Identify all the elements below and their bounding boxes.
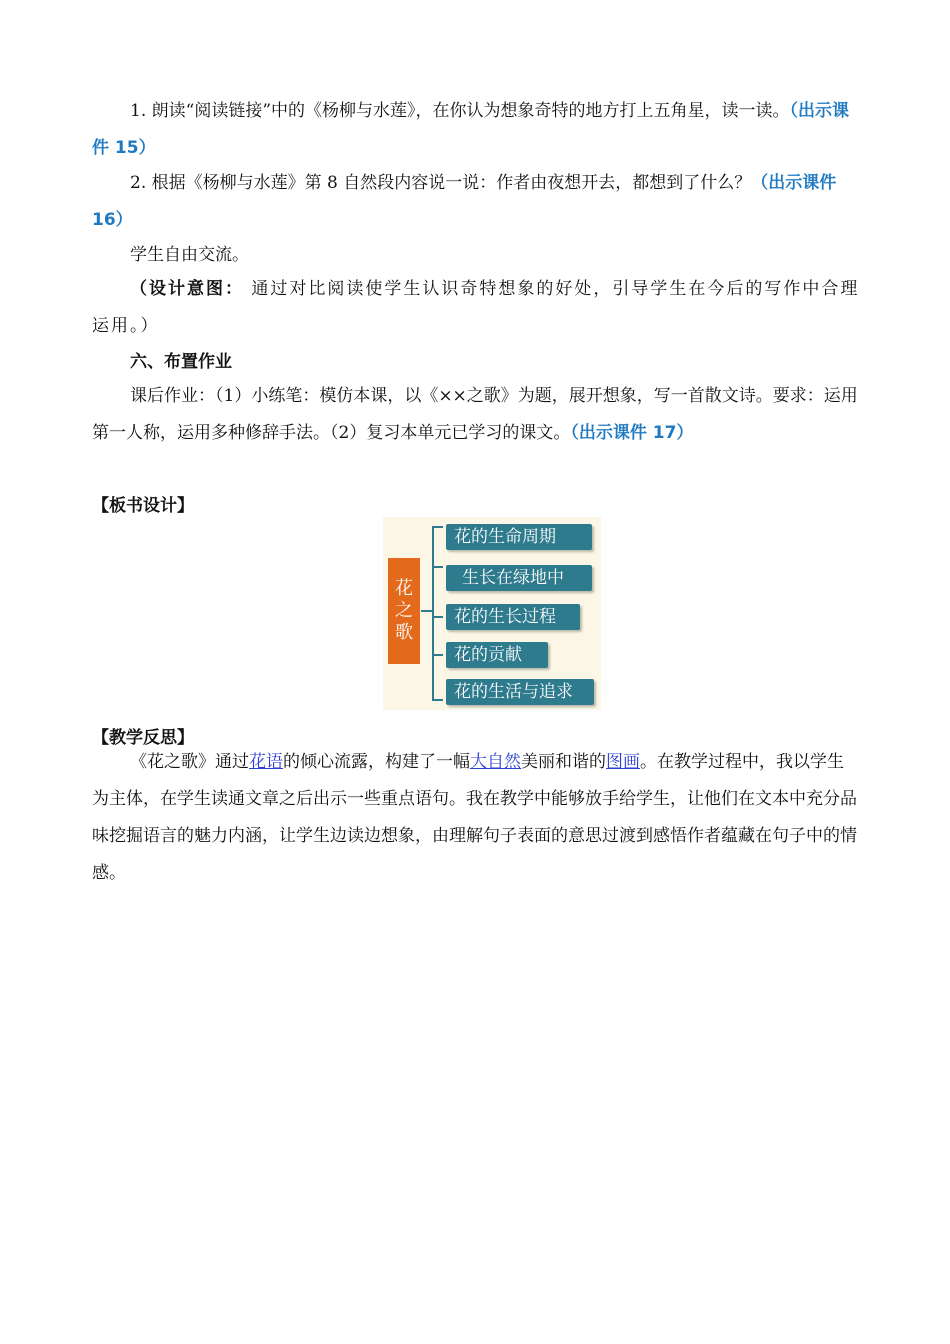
courseware-ref-17: （出示课件 17） — [570, 423, 694, 443]
board-title-char: 花 — [395, 578, 413, 599]
homework-paragraph — [92, 378, 860, 452]
board-title-char: 之 — [395, 600, 413, 621]
free-discussion-text: 学生自由交流。 — [130, 245, 249, 265]
board-node: 生长在绿地中 — [446, 565, 592, 591]
board-node: 花的贡献 — [446, 642, 548, 668]
free-discussion — [92, 237, 860, 274]
board-title-char: 歌 — [395, 622, 413, 643]
reflection-text: 美丽和谐的 — [521, 752, 606, 772]
bracket-line — [433, 527, 443, 700]
board-node: 花的生命周期 — [446, 524, 592, 550]
board-title-box — [388, 558, 420, 664]
reflection-text: 的倾心流露，构建了一幅 — [283, 752, 470, 772]
board-node: 花的生活与追求 — [446, 679, 594, 705]
activity-item-2-text: 2. 根据《杨柳与水莲》第 8 自然段内容说一说：作者由夜想开去，都想到了什么？ — [130, 173, 752, 193]
bracket-ticks — [433, 567, 443, 655]
board-node: 花的生长过程 — [446, 604, 580, 630]
reflection-heading: 【教学反思】 — [92, 728, 194, 748]
link-nature[interactable]: 大自然 — [470, 752, 521, 772]
board-design-heading: 【板书设计】 — [92, 496, 194, 516]
activity-item-1-text: 1. 朗读“阅读链接”中的《杨柳与水莲》，在你认为想象奇特的地方打上五角星，读一读。 — [130, 101, 790, 121]
homework-text: 课后作业：（1）小练笔：模仿本课，以《××之歌》为题，展开想象，写一首散文诗。要求：运用第一人称，运用多种修辞手法。（2）复习本单元已学习的课文。 — [92, 386, 858, 443]
board-design-diagram — [383, 517, 601, 710]
homework-heading: 六、布置作业 — [130, 352, 232, 372]
reflection-text: 。在教学过程中，我以学生为主体，在学生读通文章之后出示一些重点语句。我在教学中能够放手给学生，让他们在文本中充分品味挖掘语言的魅力内涵，让学生边读边想象，由理解句子表面的意思过渡到感悟作者蕴藏在句子中的情感。 — [92, 752, 857, 883]
courseware-ref-16: （出示课件 16） — [92, 173, 837, 230]
design-intent — [92, 271, 860, 345]
activity-item-1 — [92, 93, 860, 167]
design-intent-label: （设计意图： — [130, 279, 244, 299]
design-intent-text: 通过对比阅读使学生认识奇特想象的好处，引导学生在今后的写作中合理运用。） — [92, 279, 860, 336]
activity-item-2 — [92, 165, 860, 239]
reflection-paragraph — [92, 744, 860, 892]
reflection-text: 《花之歌》通过 — [130, 752, 249, 772]
link-flower-language[interactable]: 花语 — [249, 752, 283, 772]
courseware-ref-15: （出示课件 15） — [92, 101, 850, 158]
link-picture[interactable]: 图画 — [606, 752, 640, 772]
